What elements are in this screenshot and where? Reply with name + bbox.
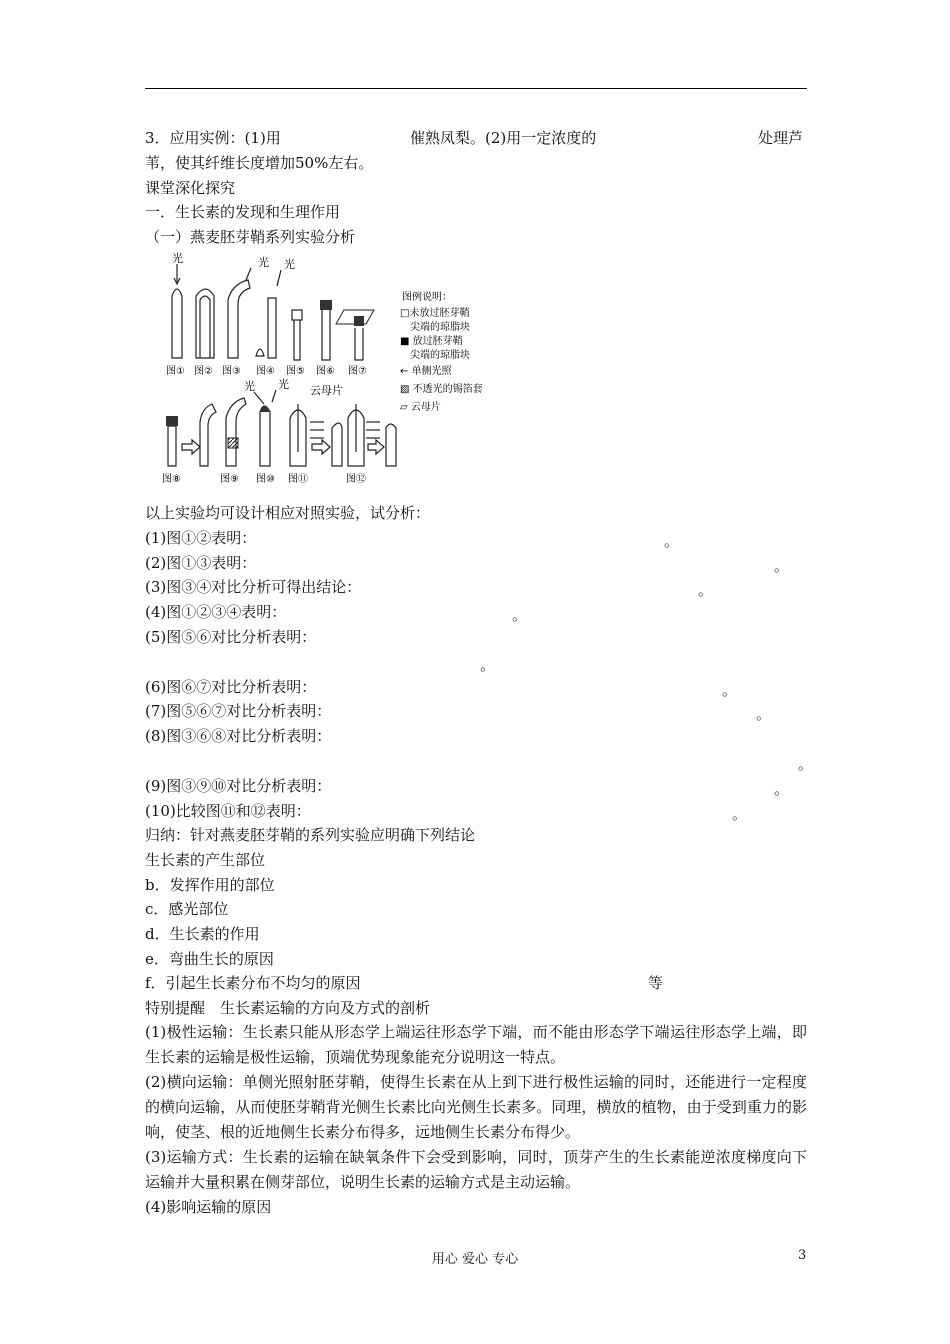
question-10: (10)比较图⑪和⑫表明： [145, 802, 311, 820]
text-application-c: 处理芦 [758, 129, 804, 147]
period-2: 。 [774, 557, 790, 575]
conclusion-e: e．弯曲生长的原因 [145, 950, 274, 968]
paragraph-polar-transport: (1)极性运输：生长素只能从形态学上端运往形态学下端，而不能由形态学下端运往形态学上端，即生长素的运输是极性运输，顶端优势现象能充分说明这一特点。 [145, 1023, 807, 1066]
conclusion-f: f．引起生长素分布不均匀的原因 [145, 974, 361, 992]
legend-1a: □未放过胚芽鞘 [400, 308, 470, 319]
period-3: 。 [698, 581, 714, 599]
light-label-4: 光 [244, 380, 255, 393]
period-10: 。 [732, 805, 748, 823]
text-application-a: 3．应用实例：(1)用 [145, 129, 281, 147]
fig-label-5: 图⑤ [286, 366, 305, 377]
period-9: 。 [774, 780, 790, 798]
footer-text: 用心 爱心 专心 [431, 1252, 519, 1267]
paragraph-lateral-transport: (2)横向运输：单侧光照射胚芽鞘，使得生长素在从上到下进行极性运输的同时，还能进行一定程度的横向运输，从而使胚芽鞘背光侧生长素比向光侧生长素多。同理，横放的植物，由于受到重力的影响，使茎、根的近地侧生长素分布得多，远地侧生长素分布得少。 [145, 1073, 807, 1141]
subsubsection-heading: （一）燕麦胚芽鞘系列实验分析 [145, 228, 356, 246]
period-1: 。 [664, 532, 680, 550]
mica-label: 云母片 [310, 384, 343, 397]
page-number: 3 [798, 1248, 807, 1263]
light-label-2: 光 [258, 256, 269, 269]
conclusion-d: d．生长素的作用 [145, 925, 260, 943]
fig-label-4: 图④ [256, 366, 275, 377]
period-6: 。 [722, 681, 738, 699]
fig-label-6: 图⑥ [316, 366, 335, 377]
legend-3: ← 单侧光照 [400, 366, 452, 377]
light-label-1: 光 [172, 252, 183, 265]
section-heading: 课堂深化探究 [145, 179, 236, 197]
paragraph-transport-factors: (4)影响运输的原因 [145, 1198, 272, 1216]
text-application-d: 苇，使其纤维长度增加50%左右。 [145, 154, 374, 172]
coleoptile-experiment-figure [160, 252, 505, 487]
conclusion-a: 生长素的产生部位 [145, 851, 266, 869]
header-rule [145, 88, 807, 89]
period-7: 。 [756, 705, 772, 723]
legend-2a: ■ 放过胚芽鞘 [400, 336, 463, 347]
legend-2b: 尖端的琼脂块 [410, 350, 470, 361]
fig-label-3: 图③ [222, 366, 241, 377]
question-4: (4)图①②③④表明： [145, 603, 287, 621]
period-4: 。 [512, 606, 528, 624]
question-2: (2)图①③表明： [145, 554, 257, 572]
fig-label-9: 图⑨ [220, 474, 239, 485]
text-application-b: 催熟凤梨。(2)用一定浓度的 [410, 129, 597, 147]
special-tip: 特别提醒 生长素运输的方向及方式的剖析 [145, 999, 431, 1017]
fig-label-8: 图⑧ [162, 474, 181, 485]
period-8: 。 [798, 755, 814, 773]
question-7: (7)图⑤⑥⑦对比分析表明： [145, 702, 332, 720]
paragraph-transport-mode: (3)运输方式：生长素的运输在缺氧条件下会受到影响，同时，顶芽产生的生长素能逆浓度梯度向下运输并大量积累在侧芽部位，说明生长素的运输方式是主动运输。 [145, 1148, 807, 1191]
question-6: (6)图⑥⑦对比分析表明： [145, 678, 317, 696]
fig-label-12: 图⑫ [346, 474, 366, 485]
question-8: (8)图③⑥⑧对比分析表明： [145, 727, 332, 745]
fig-label-7: 图⑦ [348, 366, 367, 377]
conclusion-b: b．发挥作用的部位 [145, 876, 275, 894]
light-label-5: 光 [278, 378, 289, 391]
light-label-3: 光 [284, 258, 295, 271]
legend-title: 图例说明： [402, 292, 452, 303]
legend-4: ▨ 不透光的锡箔套 [400, 384, 483, 395]
fig-label-2: 图② [194, 366, 213, 377]
question-3: (3)图③④对比分析可得出结论： [145, 578, 362, 596]
fig-label-1: 图① [166, 366, 185, 377]
legend-5: ▱ 云母片 [400, 402, 441, 413]
question-5: (5)图⑤⑥对比分析表明： [145, 628, 317, 646]
conclusion-c: c．感光部位 [145, 900, 229, 918]
question-1: (1)图①②表明： [145, 529, 257, 547]
legend-1b: 尖端的琼脂块 [410, 322, 470, 333]
question-9: (9)图③⑨⑩对比分析表明： [145, 777, 332, 795]
conclusion-f-end: 等 [648, 974, 664, 992]
period-5: 。 [480, 656, 496, 674]
line-application [145, 127, 281, 149]
summary-line: 归纳：针对燕麦胚芽鞘的系列实验应明确下列结论 [145, 826, 476, 844]
fig-label-11: 图⑪ [288, 474, 308, 485]
fig-label-10: 图⑩ [256, 474, 275, 485]
analysis-intro: 以上实验均可设计相应对照实验，试分析： [145, 504, 431, 522]
subsection-heading: 一．生长素的发现和生理作用 [145, 203, 341, 221]
